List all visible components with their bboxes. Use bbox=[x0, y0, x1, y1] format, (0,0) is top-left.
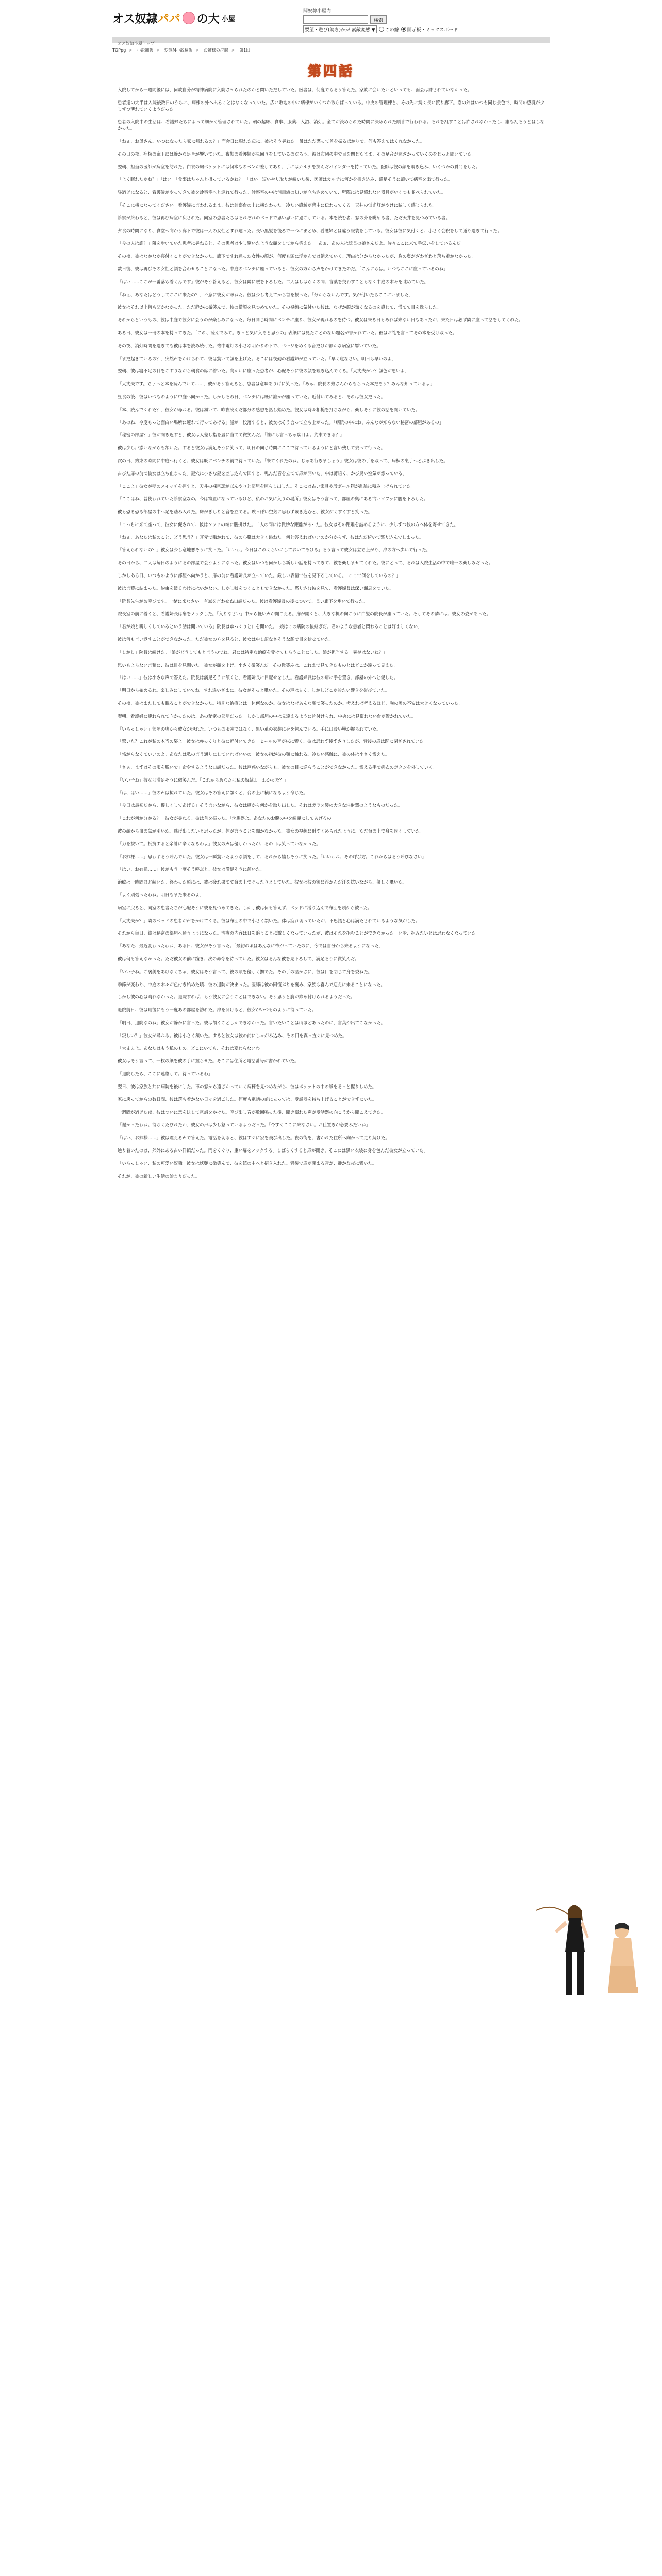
story-paragraph: 「はい、お姉様……」彼がもう一度そう呼ぶと、彼女は満足そうに頷いた。 bbox=[118, 867, 264, 872]
story-paragraph: 「はい、お姉様……」彼は震える声で答えた。電話を切ると、彼はすぐに家を飛び出した。夜の街を、書かれた住所へ向かって走り続けた。 bbox=[118, 1135, 390, 1141]
story-paragraph: 翌朝、看護婦に連れられて向かったのは、あの秘密の部屋だった。しかし部屋の中は見違えるように片付けられ、中央には見慣れない台が置かれていた。 bbox=[118, 713, 416, 719]
story-paragraph: 入院してから一週間後には、何故自分が精神病院に入院させられたのかと問いただしていた。医者は、何度でもそう答えた。家族に会いたいといっても、面会は許されていなかった。 bbox=[118, 87, 472, 92]
story-paragraph: 「いらっしゃい、私の可愛い奴隷」彼女は妖艶に微笑んで、彼を館の中へと招き入れた。背後で扉が閉まる音が、静かな夜に響いた。 bbox=[118, 1160, 377, 1166]
nav-top-link[interactable]: オス奴隷小屋トップ bbox=[118, 41, 155, 46]
story-paragraph: 翌朝、担当の医師が病室を訪れた。白衣の胸ポケットには何本ものペンが差してあり、手にはカルテを挟んだバインダーを持っていた。医師は彼の顔を覗き込み、いくつかの質問をした。 bbox=[118, 164, 481, 170]
breadcrumb: TOPpg > 小説翻訳 > 変態M小説翻訳 > お姉様の浣腸 > 第1回 bbox=[112, 48, 251, 53]
story-paragraph: 「さぁ、まずはその服を脱いで」命令するような口調だった。彼は戸惑いながらも、彼女の目に逆らうことができなかった。震える手で病衣のボタンを外していく。 bbox=[118, 765, 437, 770]
story-paragraph: 次の日、約束の時間に中庭へ行くと、彼女は既にベンチの前で待っていた。「来てくれたのね。じゃあ行きましょう」彼女は彼の手を取って、病棟の裏手へと歩き出した。 bbox=[118, 457, 448, 463]
story-paragraph: 「大丈夫です。ちょっと本を読んでいて……」彼がそう答えると、患者は意味ありげに笑った。「あぁ、院長の娘さんからもらった本だろう？みんな知っているよ」 bbox=[118, 381, 435, 387]
radio-icon bbox=[401, 27, 406, 32]
story-paragraph: 「大丈夫か？」隣のベッドの患者が声をかけてくる。彼は布団の中で小さく頷いた。体は疲れ切っていたが、不思議と心は満たされているような気がした。 bbox=[118, 918, 420, 923]
story-paragraph: 彼も恐る恐る部屋の中へ足を踏み入れた。床がぎしりと音を立てる。埃っぽい空気に思わず咳き込むと、彼女がくすくすと笑った。 bbox=[118, 509, 373, 515]
logo-tail: の大 bbox=[196, 12, 220, 26]
story-paragraph: 一週間が過ぎた夜、彼はついに意を決して電話をかけた。呼び出し音が数回鳴った後、聞き慣れた声が受話器の向こうから聞こえてきた。 bbox=[118, 1109, 386, 1115]
story-paragraph: 患者達の大半は入院後数日のうちに、病棟の外へ出ることはなくなっていた。広い敷地の中に病棟がいくつか散らばっている。中央の管理棟と、その先に続く長い渡り廊下。窓の外はいつも同じ景色で、時間の感覚が少しずつ薄れていくようだった。 bbox=[118, 99, 544, 112]
story-paragraph: 「あのね、今度もっと面白い場所に連れて行ってあげる」話が一段落すると、彼女はそう言って立ち上がった。「病院の中にね、みんなが知らない秘密の部屋があるの」 bbox=[118, 419, 444, 425]
story-paragraph: 彼は少し戸惑いながらも頷いた。すると彼女は満足そうに笑って、明日の同じ時間にここで待っているようにと言い残して去って行った。 bbox=[118, 445, 386, 451]
story-paragraph: 「いい子ね」彼女は満足そうに微笑んだ。「これからあなたは私の奴隷よ。わかった？」 bbox=[118, 777, 288, 783]
story-paragraph: 思いもよらない言葉に、彼は目を見開いた。彼女が顔を上げ、小さく微笑んだ。その微笑みは、これまで見てきたものとはどこか違って見えた。 bbox=[118, 662, 399, 668]
story-paragraph: 「秘密の部屋？」彼が聞き返すと、彼女は人差し指を唇に当てて微笑んだ。「誰にも言っちゃ駄目よ。約束できる？」 bbox=[118, 432, 344, 438]
story-paragraph: 「院長先生がお呼びです。一緒に来なさい」有無を言わせぬ口調だった。彼は看護婦長の後について、長い廊下を歩いて行った。 bbox=[118, 598, 368, 604]
story-body bbox=[118, 87, 544, 1185]
breadcrumb-item[interactable]: 小説翻訳 bbox=[137, 48, 154, 53]
breadcrumb-item[interactable]: 変態M小説翻訳 bbox=[164, 48, 193, 53]
story-paragraph: 退院前日、彼は最後にもう一度あの部屋を訪れた。扉を開けると、彼女がいつものように待っていた。 bbox=[118, 1007, 317, 1013]
story-paragraph: 「そこに横になってください」看護婦に言われるまま、彼は診察台の上に横たわった。冷たい感触が背中に伝わってくる。天井の蛍光灯がやけに眩しく感じられた。 bbox=[118, 202, 437, 208]
story-paragraph: 彼女はそれ以上何も聞かなかった。ただ静かに微笑んで、彼の横顔を見つめていた。その視線に気付いた彼は、なぜか顔が熱くなるのを感じて、慌てて目を逸らした。 bbox=[118, 304, 441, 310]
breadcrumb-item[interactable]: お姉様の浣腸 bbox=[203, 48, 228, 53]
site-header bbox=[112, 0, 550, 34]
story-paragraph: 季節が変わり、中庭の木々が色付き始めた頃、彼の退院が決まった。医師は彼の回復ぶりを褒め、家族も喜んで迎えに来ることになった。 bbox=[118, 981, 385, 987]
story-paragraph: 彼は何も言い返すことができなかった。ただ彼女の方を見ると、彼女は申し訳なさそうな顔で目を伏せていた。 bbox=[118, 637, 334, 642]
search-input[interactable] bbox=[303, 15, 368, 24]
story-paragraph: その夜、消灯時間を過ぎても彼は本を読み続けた。懐中電灯の小さな明かりの下で、ページをめくる音だけが静かな病室に響いていた。 bbox=[118, 343, 381, 348]
story-paragraph: 「怖がらなくていいのよ。あなたは私の言う通りにしていればいいの」彼女の指が彼の顎に触れる。冷たい感触に、彼の体は小さく震えた。 bbox=[118, 752, 390, 757]
story-paragraph: 「いらっしゃい」部屋の奥から彼女が現れた。いつもの服装ではなく、黒い革の衣装に身を包んでいる。手には長い鞭が握られていた。 bbox=[118, 726, 381, 732]
radio-this-site[interactable] bbox=[379, 26, 399, 33]
radio-icon bbox=[379, 27, 384, 32]
story-paragraph: しかし彼の心は晴れなかった。退院すれば、もう彼女に会うことはできない。そう思うと胸が締め付けられるようだった。 bbox=[118, 994, 355, 1000]
story-paragraph: 「驚いた？これが私の本当の姿よ」彼女はゆっくりと彼に近付いてきた。ヒールの音が床に響く。彼は思わず後ずさりしたが、背後の扉は既に閉ざされていた。 bbox=[118, 739, 428, 744]
radio-label: この線 bbox=[385, 27, 399, 33]
mascot-icon bbox=[183, 12, 195, 24]
story-paragraph: 「まだ起きているの？」突然声をかけられて、彼は驚いて顔を上げた。そこには夜勤の看護婦が立っていた。「早く寝なさい。明日も早いのよ」 bbox=[118, 355, 396, 361]
story-paragraph: 「よく頑張ったわね。明日もまた来るのよ」 bbox=[118, 892, 204, 897]
story-paragraph: 院長室の前に着くと、看護婦長は扉をノックした。「入りなさい」中から低い声が聞こえる。扉が開くと、大きな机の向こうに白髪の院長が座っていた。そしてその隣には、彼女の姿があった。 bbox=[118, 611, 491, 617]
breadcrumb-item: 第1回 bbox=[239, 48, 251, 53]
search-label: 聞奴隷小屋内 bbox=[303, 9, 332, 14]
story-paragraph: 彼は何も答えなかった。ただ彼女の前に跪き、次の命令を待っていた。彼女はそんな彼を見下ろして、満足そうに微笑んだ。 bbox=[118, 956, 359, 961]
story-paragraph: 「力を抜いて。抵抗すると余計に辛くなるわよ」彼女の声は優しかったが、その目は笑っていなかった。 bbox=[118, 841, 321, 846]
story-paragraph: 「お姉様……」思わずそう呼んでいた。彼女は一瞬驚いたような顔をして、それから嬉しそうに笑った。「いいわね、その呼び方。これからはそう呼びなさい」 bbox=[118, 854, 426, 859]
story-paragraph: 彼の顔から血の気が引いた。逃げ出したいと思ったが、体が言うことを聞かなかった。彼女の視線に射すくめられたように、ただ台の上で身を固くしていた。 bbox=[118, 828, 424, 834]
story-paragraph: その夜、彼はなかなか寝付くことができなかった。廊下ですれ違った女性の顔が、何度も頭に浮かんでは消えていく。理由は分からなかったが、胸の奥がざわざわと落ち着かなかった。 bbox=[118, 253, 476, 259]
story-paragraph: 翌日、彼は家族と共に病院を後にした。車の窓から遠ざかっていく病棟を見つめながら、彼はポケットの中の紙をそっと握りしめた。 bbox=[118, 1083, 377, 1089]
story-paragraph: 「こっちに来て座って」彼女に促されて、彼はソファの端に腰掛けた。二人の間には微妙な距離があった。彼女はその距離を詰めるように、少しずつ彼の方へ体を寄せてきた。 bbox=[118, 521, 459, 527]
story-paragraph: 「答えられないの？」彼女は少し意地悪そうに笑った。「いいわ。今日はこれくらいにしておいてあげる」そう言って彼女は立ち上がり、扉の方へ歩いて行った。 bbox=[118, 547, 431, 553]
story-paragraph: 「ねぇ、あなたは私のこと、どう思う？」耳元で囁かれて、彼の心臓は大きく跳ねた。何と答えればいいのか分からず、彼はただ俯いて黙り込んでしまった。 bbox=[118, 534, 424, 540]
breadcrumb-item[interactable]: TOPpg bbox=[112, 48, 126, 53]
logo-main: オス奴隷 bbox=[112, 12, 158, 26]
story-paragraph: 「寂しい？」彼女が尋ねる。彼は小さく頷いた。すると彼女は彼の前にしゃがみ込み、その目を真っ直ぐに見つめた。 bbox=[118, 1032, 347, 1038]
story-paragraph: 昼過ぎになると、看護婦がやってきて彼を診察室へと連れて行った。診察室の中は消毒液の匂いが立ち込めていて、壁際には見慣れない器具がいくつも並べられていた。 bbox=[118, 190, 446, 195]
story-paragraph: 「明日から始めるわ。楽しみにしていてね」すれ違いざまに、彼女がそっと囁いた。その声は甘く、しかしどこか冷たい響きを帯びていた。 bbox=[118, 688, 390, 693]
story-paragraph: 数日後、彼は再びその女性と顔を合わせることになった。中庭のベンチに座っていると、彼女の方から声をかけてきたのだ。「こんにちは。いつもここに座っているのね」 bbox=[118, 266, 448, 272]
story-paragraph: 「ねぇ、あなたはどうしてここに来たの？」不意に彼女が尋ねた。彼は少し考えてから首を振った。「分からないんです。気が付いたらここにいました」 bbox=[118, 292, 413, 297]
story-paragraph: 「あなた、最近変わったわね」ある日、彼女がそう言った。「最初の頃はあんなに怖がっていたのに、今では自分から来るようになった」 bbox=[118, 943, 383, 949]
story-paragraph: 診察が終わると、彼は再び病室に戻された。同室の患者たちはそれぞれのベッドで思い思いに過ごしている。本を読む者、窓の外を眺める者、ただ天井を見つめている者。 bbox=[118, 215, 450, 221]
nav-bar bbox=[112, 37, 550, 46]
story-paragraph: 夕食の時間になり、食堂へ向かう廊下で彼は一人の女性とすれ違った。長い黒髪を後ろで一つにまとめ、看護婦とは違う服装をしている。彼女は彼に気付くと、小さく会釈をして通り過ぎて行った。 bbox=[118, 228, 502, 233]
radio-board[interactable] bbox=[401, 26, 458, 33]
story-illustration bbox=[533, 1900, 643, 1999]
story-paragraph: 患者の入院中の生活は、看護婦たちによって細かく管理されていた。朝の起床、食事、服薬、入浴、消灯。全てが決められた時間に決められた順番で行われる。それを乱すことは許されなかったし、誰も乱そうとはしなかった。 bbox=[118, 119, 544, 131]
story-paragraph: 翌朝、彼は寝不足の目をこすりながら朝食の席に着いた。向かいに座った患者が、心配そうに彼の顔を覗き込んでくる。「大丈夫かい？顔色が悪いよ」 bbox=[118, 368, 409, 374]
story-paragraph: 「ねぇ、お母さん。いつになったら家に帰れるの？」面会日に現れた母に、彼はそう尋ねた。母はただ黙って首を振るばかりで、何も答えてはくれなかった。 bbox=[118, 138, 424, 144]
story-paragraph: それからというもの、彼は中庭で彼女に会うのが楽しみになった。毎日同じ時間にベンチに座り、彼女が現れるのを待つ。彼女は来る日もあれば来ない日もあったが、来た日は必ず隣に座って話をしてくれた。 bbox=[118, 317, 523, 323]
story-paragraph: 「本、読んでくれた？」彼女が尋ねる。彼は頷いて、昨夜読んだ部分の感想を話し始めた。彼女は時々相槌を打ちながら、楽しそうに彼の話を聞いていた。 bbox=[118, 406, 420, 412]
story-paragraph: それから毎日、彼は秘密の部屋へ通うようになった。治療の内容は日を追うごとに激しくなっていったが、彼はそれを拒むことができなかった。いや、拒みたいとは思わなくなっていた。 bbox=[118, 930, 481, 936]
site-logo[interactable] bbox=[112, 9, 235, 27]
logo-small: 小屋 bbox=[221, 15, 235, 23]
story-paragraph: 病室に戻ると、同室の患者たちが心配そうに彼を見つめてきた。しかし彼は何も答えず、ベッドに潜り込んで布団を頭から被った。 bbox=[118, 905, 372, 910]
story-paragraph: 「これが何か分かる？」彼女が尋ねる。彼は首を振った。「浣腸器よ。あなたのお腹の中を綺麗にしてあげるの」 bbox=[118, 816, 336, 821]
radio-label: 開示板・ミックスボード bbox=[407, 27, 458, 33]
site-search bbox=[303, 7, 520, 33]
category-select[interactable]: 要望・遊び(続き)かが 素敵変態 ▼ bbox=[303, 25, 377, 33]
story-paragraph: 治療は一時間ほど続いた。終わった頃には、彼は疲れ果てて台の上でぐったりとしていた。彼女は彼の額に浮かんだ汗を拭いながら、優しく囁いた。 bbox=[118, 879, 407, 885]
story-paragraph: 「はい……ここが一番落ち着くんです」彼がそう答えると、彼女は隣に腰を下ろした。二人はしばらくの間、言葉を交わすこともなく中庭の木々を眺めていた。 bbox=[118, 279, 428, 284]
story-paragraph: それが、彼の新しい生活の始まりだった。 bbox=[118, 1173, 200, 1179]
story-paragraph: 「君が娘と親しくしているという話は聞いている」院長はゆっくりと口を開いた。「娘はこの病院の後継ぎだ。君のような患者と関わることは好ましくない」 bbox=[118, 624, 422, 630]
search-button[interactable]: 検索 bbox=[370, 15, 387, 24]
story-title-wrap bbox=[112, 57, 550, 83]
story-paragraph: 「は、はい……」彼の声は掠れていた。彼女はその答えに頷くと、台の上に横になるよう命じた。 bbox=[118, 790, 308, 795]
story-paragraph: 「よく眠れたかね？」「はい」「食事はちゃんと摂っているかね？」「はい」短いやり取りが続いた後、医師はカルテに何かを書き込み、満足そうに頷いて病室を出て行った。 bbox=[118, 177, 453, 182]
story-paragraph: 「ここよ」彼女が壁のスイッチを押すと、天井の裸電球がぼんやりと部屋を照らし出した。そこには古い家具や段ボール箱が乱雑に積み上げられていた。 bbox=[118, 483, 416, 489]
story-paragraph: 「今の人は誰？」隣を歩いていた患者に尋ねると、その患者は少し驚いたような顔をしてから答えた。「あぁ、あの人は院長の娘さんだよ。時々ここに来て手伝いをしているんだ」 bbox=[118, 241, 466, 246]
story-title: 第四話 bbox=[307, 63, 354, 79]
story-paragraph: その夜、彼はまたしても眠ることができなかった。特別な治療とは一体何なのか。彼女はなぜあんな顔で笑ったのか。考えれば考えるほど、胸の奥の不安は大きくなっていった。 bbox=[118, 701, 463, 706]
story-paragraph: 「今日は最初だから、優しくしてあげる」そう言いながら、彼女は棚から何かを取り出した。それはガラス製の大きな注射器のようなものだった。 bbox=[118, 803, 403, 808]
story-paragraph: 「大丈夫よ。あなたはもう私のもの。どこにいても、それは変わらないわ」 bbox=[118, 1045, 264, 1051]
story-paragraph: 「はい……」彼は小さな声で答えた。院長は満足そうに頷くと、看護婦長に目配せをした。看護婦長は彼の肩に手を置き、部屋の外へと促した。 bbox=[118, 675, 399, 681]
story-paragraph: 家に戻ってからの数日間、彼は落ち着かない日々を過ごした。何度も電話の前に立っては、受話器を持ち上げることができずにいた。 bbox=[118, 1096, 377, 1102]
story-paragraph: 辿り着いたのは、郊外にある古い洋館だった。門をくぐり、重い扉をノックする。しばらくすると扉が開き、そこには黒い衣装に身を包んだ彼女が立っていた。 bbox=[118, 1147, 428, 1153]
story-paragraph: ある日、彼女は一冊の本を持ってきた。「これ、読んでみて。きっと気に入ると思うの」表紙には見たことのない題名が書かれていた。彼はお礼を言ってその本を受け取った。 bbox=[118, 330, 457, 335]
story-paragraph: 「いい子ね。ご褒美をあげなくちゃ」彼女はそう言って、彼の頭を優しく撫でた。その手の温かさに、彼は目を閉じて身を委ねた。 bbox=[118, 969, 372, 974]
story-paragraph: 昼食の後、彼はいつものように中庭へ向かった。しかしその日、ベンチには既に誰かが座っていた。近付いてみると、それは彼女だった。 bbox=[118, 394, 386, 399]
story-paragraph: 古びた扉の前で彼女は立ち止まった。鍵穴に小さな鍵を差し込んで回すと、軋んだ音を立てて扉が開いた。中は薄暗く、かび臭い空気が漂っている。 bbox=[118, 470, 407, 476]
story-paragraph: その日から、二人は毎日のようにその部屋で会うようになった。彼女はいつも何かしら新しい話を持ってきて、彼を楽しませてくれた。彼にとって、それは入院生活の中で唯一の楽しみだった。 bbox=[118, 560, 493, 566]
story-paragraph: 「明日、退院なのね」彼女が静かに言った。彼は頷くことしかできなかった。言いたいことは山ほどあったのに、言葉が出てこなかった。 bbox=[118, 1020, 386, 1025]
story-paragraph: 「退院したら、ここに連絡して。待っているわ」 bbox=[118, 1071, 213, 1077]
story-paragraph: その日の夜、病棟の廊下には静かな足音が響いていた。夜勤の看護婦が見回りをしているのだろう。彼は布団の中で目を閉じたまま、その足音が遠ざかっていくのをじっと聞いていた。 bbox=[118, 151, 476, 157]
story-paragraph: 彼女はそう言って、一枚の紙を彼の手に握らせた。そこには住所と電話番号が書かれていた。 bbox=[118, 1058, 299, 1064]
story-paragraph: 「ここはね、昔使われていた診察室なの。今は物置になっているけど、私のお気に入りの場所」彼女はそう言って、部屋の奥にある古いソファに腰を下ろした。 bbox=[118, 496, 428, 502]
story-paragraph: しかしある日、いつものように部屋へ向かうと、扉の前に看護婦長が立っていた。厳しい表情で彼を見下ろしている。「ここで何をしているの？」 bbox=[118, 573, 401, 579]
story-paragraph: 「しかし」院長は続けた。「娘がどうしてもと言うのでね。君には特別な治療を受けてもらうことにした。娘が担当する。異存はないね？」 bbox=[118, 649, 388, 655]
story-paragraph: 彼は言葉に詰まった。約束を破るわけにはいかない。しかし嘘をつくこともできなかった。黙り込む彼を見て、看護婦長は深い溜息をついた。 bbox=[118, 585, 394, 591]
logo-accent: パパ bbox=[157, 12, 180, 26]
story-paragraph: 「遅かったわね。待ちくたびれたわ」彼女の声は少し怒っているようだった。「今すぐここに来なさい。お仕置きが必要みたいね」 bbox=[118, 1122, 370, 1128]
